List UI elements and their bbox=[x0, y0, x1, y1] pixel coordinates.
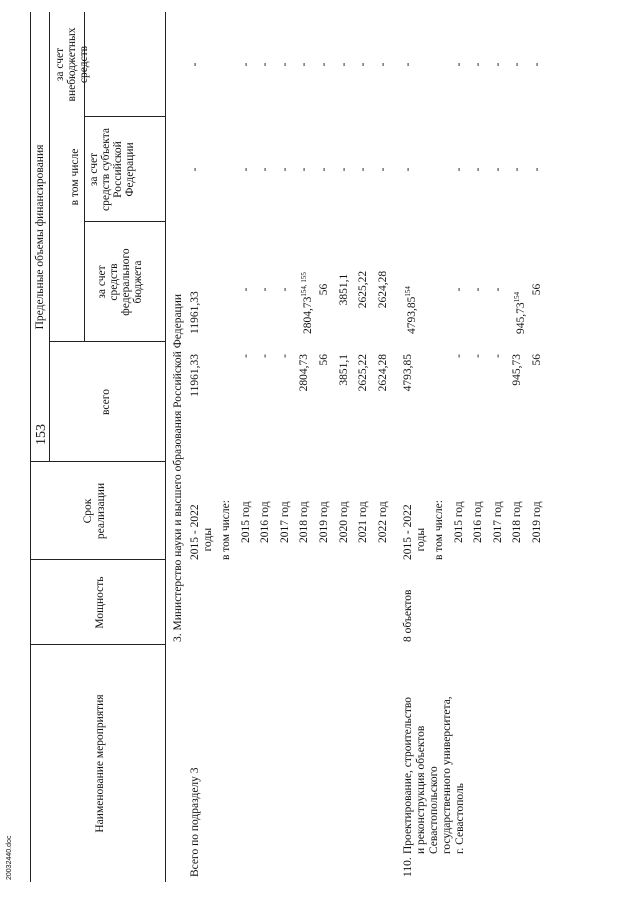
item-total: 4793,85 bbox=[402, 354, 414, 392]
sub-row-total: - bbox=[278, 354, 291, 358]
sub-row-footnote: 154, 155 bbox=[300, 272, 309, 297]
sub-row-federal bbox=[279, 237, 292, 342]
item-period: 2015 - 2022 годы bbox=[402, 504, 427, 560]
header-total: всего bbox=[100, 389, 112, 415]
sub-row-period: 2017 год bbox=[278, 501, 291, 543]
sub-row-total: - bbox=[452, 354, 465, 358]
header-subject: за счет средств субъекта Российской Федерации bbox=[88, 128, 136, 211]
sub-row-total: - bbox=[472, 354, 485, 358]
sub-row-period: в том числе: bbox=[433, 500, 445, 560]
sub-row-federal-value: - bbox=[239, 287, 252, 292]
sub-row-federal-value: 56 bbox=[531, 283, 543, 296]
sub-row-extra: - bbox=[318, 62, 330, 67]
sub-row-federal-value: - bbox=[491, 287, 504, 292]
sub-row-federal-value: - bbox=[452, 287, 465, 292]
sub-row-total: 2804,73 bbox=[298, 354, 311, 392]
sub-row-total: 56 bbox=[318, 354, 330, 366]
sub-row-federal bbox=[511, 229, 528, 342]
total-row-federal: 11961,33 bbox=[189, 291, 201, 334]
header-divider-limits bbox=[49, 12, 50, 462]
header-capacity: Мощность bbox=[94, 576, 106, 629]
total-row-name: Всего по подразделу 3 bbox=[189, 767, 201, 877]
sub-row-subject: - bbox=[259, 167, 272, 172]
sub-row-federal bbox=[357, 237, 370, 342]
sub-row-period: 2022 год bbox=[376, 501, 389, 543]
sub-row-total: 56 bbox=[531, 354, 543, 366]
sub-row-period: 2018 год bbox=[511, 501, 524, 543]
rotated-table bbox=[12, 12, 628, 882]
sub-row-extra: - bbox=[452, 62, 465, 67]
header-fed: за счет средств федерального бюджета bbox=[96, 248, 144, 316]
item-federal-value: 4793,85 bbox=[405, 296, 418, 334]
sub-row-total: 2624,28 bbox=[376, 354, 389, 392]
sub-row-subject: - bbox=[298, 167, 311, 172]
sub-row-federal bbox=[377, 237, 390, 342]
item-subject: - bbox=[402, 167, 414, 172]
sub-row-federal bbox=[492, 237, 505, 342]
sub-row-extra: - bbox=[511, 62, 524, 67]
sub-row-federal bbox=[531, 237, 544, 342]
sub-row-period: 2015 год bbox=[239, 501, 252, 543]
header-period: Срок реализации bbox=[82, 482, 107, 540]
item-federal bbox=[402, 286, 419, 334]
total-row-extra: - bbox=[189, 62, 201, 67]
sub-row-period: 2017 год bbox=[491, 501, 504, 543]
item-capacity: 8 объектов bbox=[402, 589, 414, 642]
file-name: 20032440.doc bbox=[6, 835, 13, 880]
sub-row-subject: - bbox=[472, 167, 485, 172]
sub-row-subject: - bbox=[452, 167, 465, 172]
sub-row-extra: - bbox=[298, 62, 311, 67]
sub-row-federal-value: 2625,22 bbox=[357, 270, 370, 309]
item-number: 110. bbox=[402, 857, 414, 877]
sub-row-period: 2019 год bbox=[531, 501, 543, 543]
sub-row-period: 2016 год bbox=[472, 501, 485, 543]
header-including: в том числе bbox=[69, 148, 81, 206]
sub-row-period: в том числе: bbox=[220, 500, 232, 560]
sub-row-period: 2018 год bbox=[298, 501, 311, 543]
sub-row-extra: - bbox=[337, 62, 350, 67]
sub-row-subject: - bbox=[239, 167, 252, 172]
header-name: Наименование мероприятия bbox=[94, 694, 106, 833]
sub-row-federal bbox=[240, 237, 253, 342]
sub-row-extra: - bbox=[357, 62, 370, 67]
sub-row-extra: - bbox=[376, 62, 389, 67]
sub-row-federal-value: - bbox=[259, 287, 272, 292]
table-top-border bbox=[30, 12, 31, 882]
sub-row-total: 2625,22 bbox=[357, 354, 370, 392]
sub-row-period: 2015 год bbox=[452, 501, 465, 543]
sub-row-subject: - bbox=[357, 167, 370, 172]
sub-row-period: 2016 год bbox=[259, 501, 272, 543]
sub-row-federal-value: - bbox=[472, 287, 485, 292]
sub-row-period: 2019 год bbox=[318, 501, 330, 543]
section-title: 3. Министерство науки и высшего образования Российской Федерации bbox=[172, 293, 184, 642]
table-header-bottom bbox=[165, 12, 166, 882]
item-name-line: Севастопольского bbox=[428, 766, 440, 854]
sub-row-period: 2020 год bbox=[337, 501, 350, 543]
sub-row-subject: - bbox=[491, 167, 504, 172]
sub-row-federal-value: 56 bbox=[318, 283, 330, 296]
item-name-line: и реконструкция объектов bbox=[415, 725, 427, 854]
sub-row-federal bbox=[472, 237, 485, 342]
sub-row-federal bbox=[338, 237, 351, 342]
item-name-line: г. Севастополь bbox=[454, 783, 466, 854]
sub-row-federal-value: 3851,1 bbox=[337, 273, 350, 306]
header-limits: Предельные объемы финансирования bbox=[34, 144, 46, 330]
sub-row-total: 945,73 bbox=[511, 354, 524, 386]
sub-row-federal bbox=[318, 237, 331, 342]
item-federal-footnote: 154 bbox=[404, 286, 412, 297]
item-name-line: Проектирование, строительство bbox=[402, 697, 414, 854]
header-extrabudget: за счет внебюджетных средств bbox=[54, 27, 90, 102]
sub-row-federal-value: 945,73 bbox=[515, 302, 528, 334]
sub-row-total: - bbox=[259, 354, 272, 358]
sub-row-footnote: 154 bbox=[513, 291, 522, 303]
sub-row-federal-value: - bbox=[278, 287, 291, 292]
total-row-subject: - bbox=[189, 167, 201, 172]
sub-row-total: - bbox=[491, 354, 504, 358]
sub-row-extra: - bbox=[531, 62, 543, 67]
sub-row-subject: - bbox=[337, 167, 350, 172]
sub-row-subject: - bbox=[318, 167, 330, 172]
item-name-line: государственного университета, bbox=[441, 696, 453, 854]
sub-row-extra: - bbox=[472, 62, 485, 67]
page-number: 153 bbox=[34, 424, 49, 445]
sub-row-federal bbox=[453, 237, 466, 342]
sub-row-federal bbox=[298, 229, 315, 342]
sub-row-extra: - bbox=[278, 62, 291, 67]
total-row-period: 2015 - 2022 годы bbox=[189, 504, 214, 560]
sub-row-period: 2021 год bbox=[357, 501, 370, 543]
sub-row-federal-value: 2804,73 bbox=[302, 296, 315, 334]
item-extra: - bbox=[402, 62, 414, 67]
sub-row-federal bbox=[259, 237, 272, 342]
sub-row-extra: - bbox=[259, 62, 272, 67]
sub-row-extra: - bbox=[239, 62, 252, 67]
sub-row-subject: - bbox=[278, 167, 291, 172]
sub-row-total: - bbox=[239, 354, 252, 358]
sub-row-federal-value: 2624,28 bbox=[376, 270, 389, 309]
sub-row-subject: - bbox=[376, 167, 389, 172]
total-row-total: 11961,33 bbox=[189, 354, 201, 397]
sub-row-subject: - bbox=[511, 167, 524, 172]
sub-row-total: 3851,1 bbox=[337, 354, 350, 386]
sub-row-subject: - bbox=[531, 167, 543, 172]
sub-row-extra: - bbox=[491, 62, 504, 67]
